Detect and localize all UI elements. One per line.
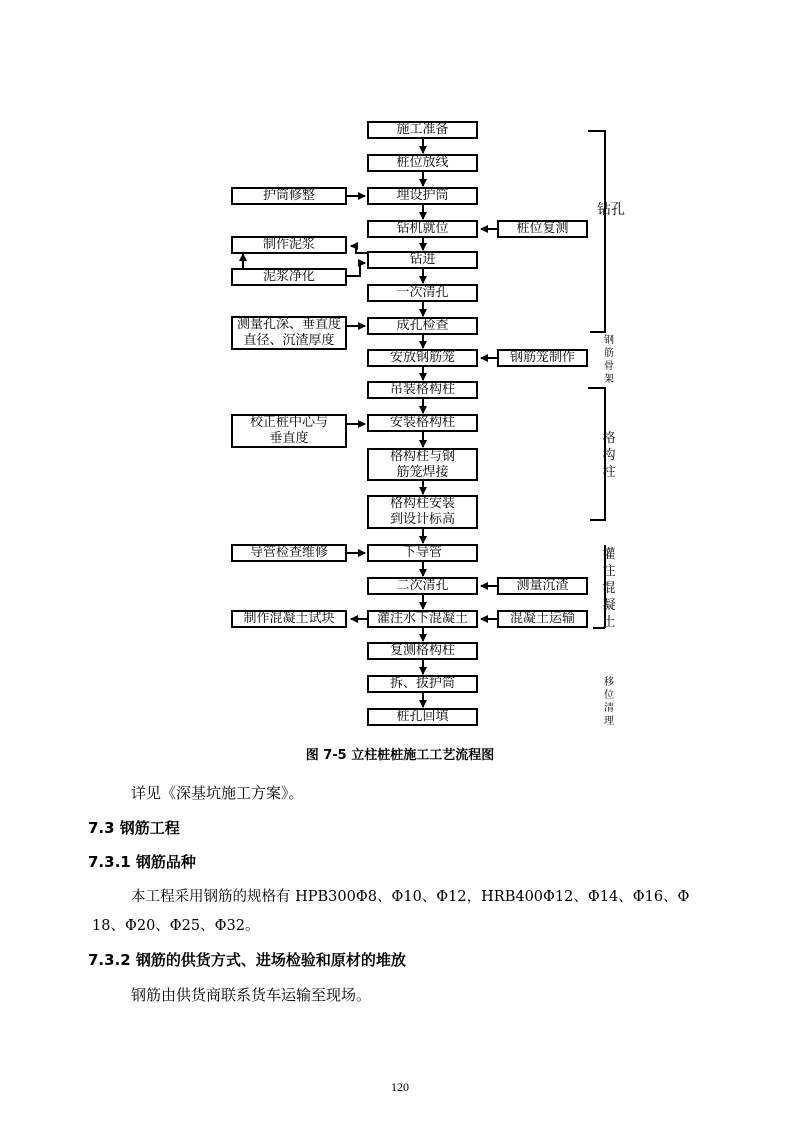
flow-left-measure-hole: 测量孔深、垂直度 直径、沉渣厚度 [231, 316, 347, 350]
rebar-spec-line-1: 本工程采用钢筋的规格有 HPB300Φ8、Φ10、Φ12，HRB400Φ12、Φ14、Φ16、Φ [131, 889, 690, 905]
figure-caption: 图 7-5 立柱桩桩施工工艺流程图 [305, 748, 495, 763]
phase-label-relocate-clean: 移 位 清 理 [604, 677, 614, 727]
supply-paragraph: 钢筋由供货商联系货车运输至现场。 [131, 986, 372, 1004]
flow-right-cage-fabrication: 钢筋笼制作 [497, 349, 588, 367]
flow-step-hole-inspection: 成孔检查 [367, 317, 478, 335]
flow-step-weld-column-cage: 格构柱与钢 筋笼焊接 [367, 448, 478, 481]
flow-step-drilling: 钻进 [367, 251, 478, 269]
flow-left-make-mud: 制作泥浆 [231, 236, 347, 254]
flow-step-backfill: 桩孔回填 [367, 708, 478, 726]
detail-reference: 详见《深基坑施工方案》。 [131, 784, 304, 802]
flow-step-recheck-column: 复测格构柱 [367, 642, 478, 660]
flow-left-tremie-check: 导管检查维修 [231, 544, 347, 562]
flow-step-pour-concrete: 灌注水下混凝土 [367, 610, 478, 628]
page-number: 120 [391, 1080, 409, 1094]
phase-label-lattice-column: 格 构 柱 [602, 431, 616, 480]
phase-label-rebar-cage: 钢 筋 骨 架 [604, 335, 614, 385]
section-heading-7-3-2: 7.3.2 钢筋的供货方式、进场检验和原材的堆放 [88, 951, 406, 969]
flow-right-pile-recheck: 桩位复测 [497, 220, 588, 238]
flow-step-install-column: 安装格构柱 [367, 414, 478, 432]
flow-step-prep: 施工准备 [367, 121, 478, 139]
flow-step-first-cleaning: 一次清孔 [367, 284, 478, 302]
flow-step-place-cage: 安放钢筋笼 [367, 349, 478, 367]
flow-left-test-blocks: 制作混凝土试块 [231, 610, 347, 628]
flow-left-mud-purify: 泥浆净化 [231, 268, 347, 286]
rebar-spec-line-2: 18、Φ20、Φ25、Φ32。 [92, 918, 260, 934]
flow-step-rig-position: 钻机就位 [367, 220, 478, 238]
phase-label-drilling: 钻孔 [597, 202, 625, 218]
section-heading-7-3-1: 7.3.1 钢筋品种 [88, 853, 196, 871]
flow-left-casing-repair: 护筒修整 [231, 187, 347, 205]
flow-step-lower-tremie: 下导管 [367, 544, 478, 562]
flow-right-concrete-transport: 混凝土运输 [497, 610, 588, 628]
flow-right-measure-sediment: 测量沉渣 [497, 577, 588, 595]
phase-label-pour-concrete: 灌 注 混 凝 土 [602, 547, 616, 630]
flow-step-bury-casing: 埋设护筒 [367, 187, 478, 205]
flow-left-correct-center: 校正桩中心与 垂直度 [231, 414, 347, 448]
flow-step-second-cleaning: 二次清孔 [367, 577, 478, 595]
section-heading-7-3: 7.3 钢筋工程 [88, 819, 180, 837]
flow-step-column-to-elevation: 格构柱安装 到设计标高 [367, 495, 478, 529]
flow-step-pile-layout: 桩位放线 [367, 154, 478, 172]
flow-step-remove-casing: 拆、拔护筒 [367, 675, 478, 693]
flow-step-hoist-column: 吊装格构柱 [367, 381, 478, 399]
